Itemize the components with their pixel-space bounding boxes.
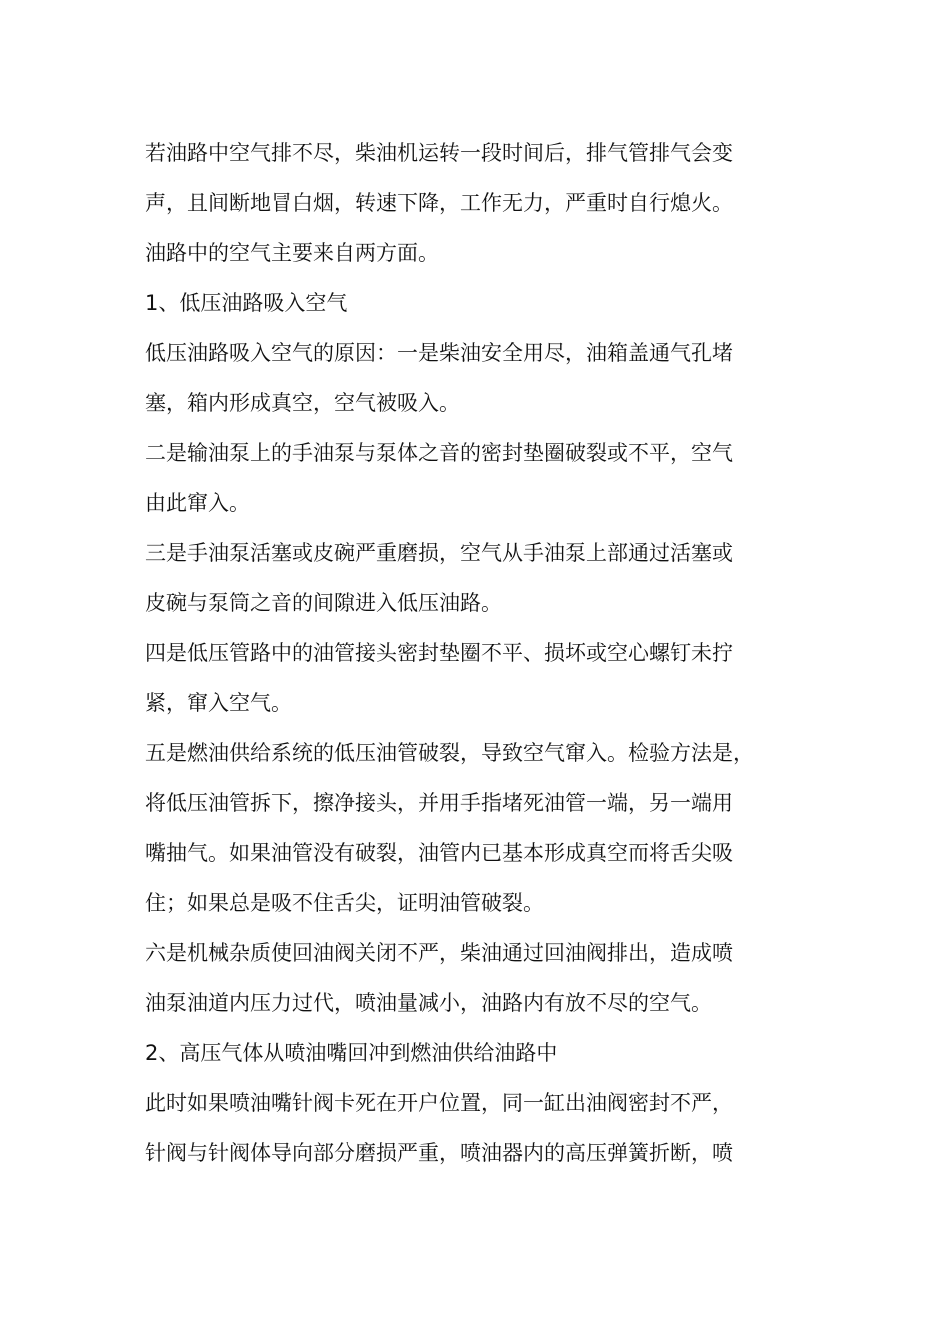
text-line: 三是手油泵活塞或皮碗严重磨损，空气从手油泵上部通过活塞或 (145, 541, 733, 565)
text-line: 针阀与针阀体导向部分磨损严重，喷油器内的高压弹簧折断，喷 (145, 1141, 733, 1165)
text-line: 由此窜入。 (145, 491, 250, 515)
text-line: 声，且间断地冒白烟，转速下降，工作无力，严重时自行熄火。 (145, 191, 733, 215)
text-line: 此时如果喷油嘴针阀卡死在开户位置，同一缸出油阀密封不严， (145, 1091, 733, 1115)
text-line: 将低压油管拆下，擦净接头，并用手指堵死油管一端，另一端用 (145, 791, 733, 815)
text-line: 嘴抽气。如果油管没有破裂，油管内已基本形成真空而将舌尖吸 (145, 841, 733, 865)
text-line: 油泵油道内压力过代，喷油量减小，油路内有放不尽的空气。 (145, 991, 712, 1015)
text-line: 住；如果总是吸不住舌尖，证明油管破裂。 (145, 891, 544, 915)
document-body (145, 128, 810, 1178)
text-line: 皮碗与泵筒之音的间隙进入低压油路。 (145, 591, 502, 615)
text-line: 若油路中空气排不尽，柴油机运转一段时间后，排气管排气会变 (145, 141, 733, 165)
section-heading: 2、高压气体从喷油嘴回冲到燃油供给油路中 (145, 1041, 558, 1065)
text-line: 四是低压管路中的油管接头密封垫圈不平、损坏或空心螺钉未拧 (145, 641, 733, 665)
text-line: 紧，窜入空气。 (145, 691, 292, 715)
text-line: 塞，箱内形成真空，空气被吸入。 (145, 391, 460, 415)
text-line: 二是输油泵上的手油泵与泵体之音的密封垫圈破裂或不平，空气 (145, 441, 733, 465)
text-line: 六是机械杂质使回油阀关闭不严，柴油通过回油阀排出，造成喷 (145, 941, 733, 965)
text-line: 五是燃油供给系统的低压油管破裂，导致空气窜入。检验方法是， (145, 741, 754, 765)
text-line: 油路中的空气主要来自两方面。 (145, 241, 439, 265)
text-line: 低压油路吸入空气的原因：一是柴油安全用尽，油箱盖通气孔堵 (145, 341, 733, 365)
section-heading: 1、低压油路吸入空气 (145, 291, 348, 315)
